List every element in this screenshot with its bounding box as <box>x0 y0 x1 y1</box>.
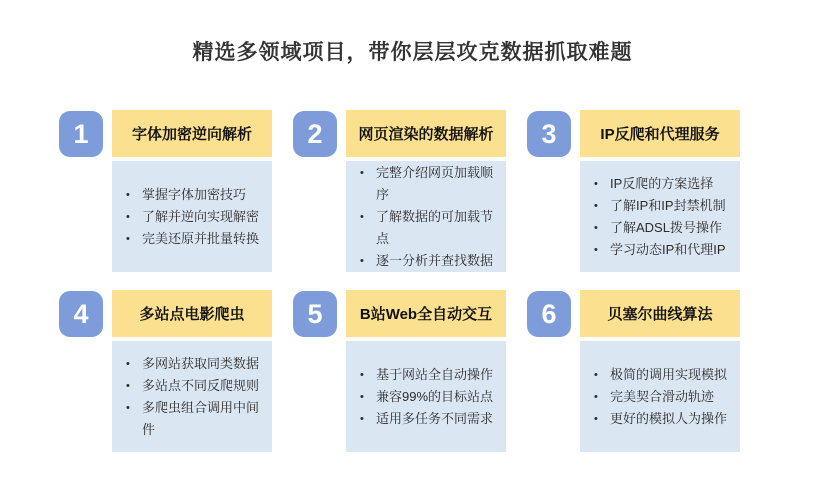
card-body <box>580 161 740 272</box>
list-item <box>594 195 736 217</box>
card-main <box>580 290 740 452</box>
bullet-dot-icon: • <box>360 390 364 403</box>
bullet-text: 了解ADSL拨号操作 <box>610 219 722 235</box>
bullet-text: 多站点不同反爬规则 <box>142 377 260 393</box>
bullet-text: 更好的模拟人为操作 <box>610 410 728 426</box>
bullet-text: 兼容99%的目标站点 <box>376 388 494 404</box>
card-title: 网页渲染的数据解析 <box>358 126 494 143</box>
course-card-4 <box>59 290 272 452</box>
bullet-dot-icon: • <box>594 390 598 403</box>
list-item <box>594 173 736 195</box>
bullet-dot-icon: • <box>126 357 130 370</box>
bullet-dot-icon: • <box>360 412 364 425</box>
bullet-list <box>112 353 272 441</box>
bullet-dot-icon: • <box>360 254 364 267</box>
list-item <box>360 206 502 250</box>
card-main <box>112 110 272 272</box>
list-item <box>360 162 502 206</box>
card-number-badge <box>527 291 571 337</box>
card-title: 多站点电影爬虫 <box>139 306 245 323</box>
list-item <box>126 353 268 375</box>
card-title: 字体加密逆向解析 <box>131 126 252 143</box>
card-number-badge <box>527 111 571 157</box>
list-item <box>360 250 502 272</box>
card-number-badge <box>293 291 337 337</box>
bullet-dot-icon: • <box>126 188 130 201</box>
card-title: 贝塞尔曲线算法 <box>607 306 713 323</box>
list-item <box>594 386 736 408</box>
bullet-list <box>112 184 272 250</box>
bullet-dot-icon: • <box>360 210 364 223</box>
bullet-text: 了解数据的可加载节点 <box>376 208 494 246</box>
bullet-text: 基于网站全自动操作 <box>376 366 494 382</box>
card-number: 4 <box>73 298 89 329</box>
course-card-1 <box>59 110 272 272</box>
bullet-dot-icon: • <box>594 412 598 425</box>
course-card-6 <box>527 290 740 452</box>
bullet-text: 多网站获取同类数据 <box>142 355 260 371</box>
list-item <box>126 206 268 228</box>
course-card-3 <box>527 110 740 272</box>
card-number-badge <box>59 291 103 337</box>
card-main <box>580 110 740 272</box>
card-number: 3 <box>541 118 557 149</box>
list-item <box>126 184 268 206</box>
bullet-dot-icon: • <box>594 221 598 234</box>
bullet-dot-icon: • <box>360 166 364 179</box>
list-item <box>126 397 268 441</box>
bullet-list <box>346 162 506 272</box>
card-title-bar <box>580 110 740 157</box>
list-item <box>360 364 502 386</box>
list-item <box>360 408 502 430</box>
card-main <box>346 110 506 272</box>
card-main <box>112 290 272 452</box>
bullet-text: 极简的调用实现模拟 <box>610 366 728 382</box>
bullet-dot-icon: • <box>594 243 598 256</box>
bullet-dot-icon: • <box>594 177 598 190</box>
card-title-bar <box>346 290 506 337</box>
list-item <box>594 239 736 261</box>
course-card-5 <box>293 290 506 452</box>
bullet-text: 学习动态IP和代理IP <box>610 241 726 257</box>
card-title-bar <box>346 110 506 157</box>
bullet-dot-icon: • <box>360 368 364 381</box>
bullet-text: 了解IP和IP封禁机制 <box>610 197 726 213</box>
card-title-bar <box>112 290 272 337</box>
bullet-list <box>580 364 740 430</box>
bullet-text: 完美契合滑动轨迹 <box>610 388 715 404</box>
card-body <box>112 341 272 452</box>
card-number: 6 <box>541 298 557 329</box>
card-main <box>346 290 506 452</box>
bullet-dot-icon: • <box>126 401 130 414</box>
bullet-dot-icon: • <box>126 210 130 223</box>
bullet-text: 了解并逆向实现解密 <box>142 208 260 224</box>
card-body <box>580 341 740 452</box>
card-number: 1 <box>73 118 89 149</box>
bullet-text: IP反爬的方案选择 <box>610 175 714 191</box>
list-item <box>360 386 502 408</box>
list-item <box>126 228 268 250</box>
bullet-dot-icon: • <box>594 199 598 212</box>
card-number-badge <box>293 111 337 157</box>
card-body <box>346 341 506 452</box>
bullet-dot-icon: • <box>126 379 130 392</box>
card-body <box>346 161 506 272</box>
bullet-text: 适用多任务不同需求 <box>376 410 494 426</box>
bullet-list <box>346 364 506 430</box>
card-title-bar <box>112 110 272 157</box>
card-number: 5 <box>307 298 323 329</box>
page-title: 精选多领域项目，带你层层攻克数据抓取难题 <box>192 41 633 64</box>
card-number-badge <box>59 111 103 157</box>
bullet-text: 掌握字体加密技巧 <box>142 186 247 202</box>
bullet-list <box>580 173 740 261</box>
card-body <box>112 161 272 272</box>
bullet-text: 完整介绍网页加载顺序 <box>376 164 494 202</box>
bullet-text: 多爬虫组合调用中间件 <box>142 399 260 437</box>
card-title: B站Web全自动交互 <box>359 306 493 323</box>
card-title-bar <box>580 290 740 337</box>
course-card-2 <box>293 110 506 272</box>
bullet-dot-icon: • <box>126 232 130 245</box>
bullet-dot-icon: • <box>594 368 598 381</box>
list-item <box>594 364 736 386</box>
list-item <box>594 217 736 239</box>
list-item <box>594 408 736 430</box>
bullet-text: 完美还原并批量转换 <box>142 230 260 246</box>
list-item <box>126 375 268 397</box>
card-title: IP反爬和代理服务 <box>600 126 720 143</box>
cards-grid <box>59 110 740 452</box>
bullet-text: 逐一分析并查找数据 <box>376 252 494 268</box>
card-number: 2 <box>307 118 323 149</box>
